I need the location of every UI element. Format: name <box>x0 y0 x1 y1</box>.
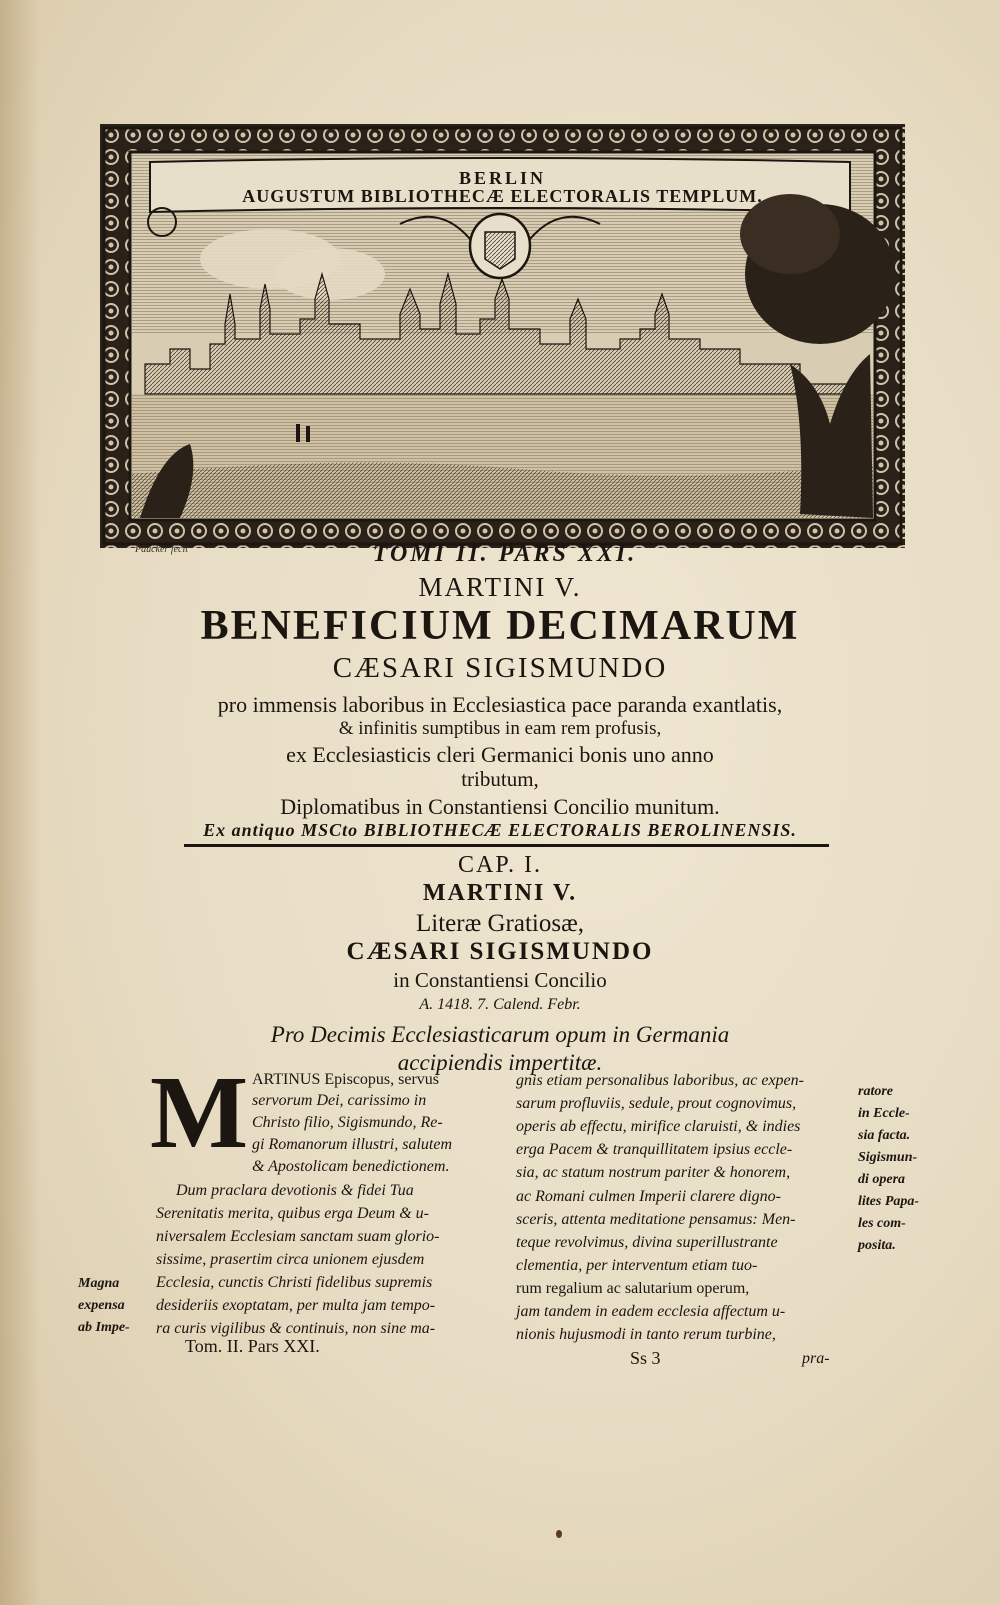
right-column-line: rum regalium ac salutarium operum, <box>516 1280 750 1297</box>
footer-tome-label: Tom. II. Pars XXI. <box>185 1336 320 1356</box>
engraver-signature: Paucker fecit <box>135 544 189 555</box>
right-column-line: sceris, attenta meditatione pensamus: Men- <box>516 1211 796 1228</box>
main-title: BENEFICIUM DECIMARUM <box>200 603 800 649</box>
right-column-line: nionis hujusmodi in tanto rerum turbine, <box>516 1326 776 1343</box>
right-column-line: teque revolvimus, divina superillustrante <box>516 1234 778 1251</box>
left-column-line: Serenitatis merita, quibus erga Deum & u- <box>156 1205 430 1222</box>
left-column-line: & Apostolicam benedictionem. <box>252 1158 450 1175</box>
right-margin-note: Sigismun- <box>858 1150 918 1165</box>
left-column-line: Christo filio, Sigismundo, Re- <box>252 1114 443 1131</box>
chapter-number: CAP. I. <box>457 852 543 878</box>
engraving-title-line2: AUGUSTUM BIBLIOTHECÆ ELECTORALIS TEMPLUM. <box>242 186 763 206</box>
drop-capital: M <box>150 1055 249 1170</box>
section-rule <box>184 844 829 847</box>
left-column-line: Ecclesia, cunctis Christi fidelibus supremis <box>156 1274 433 1291</box>
author-heading: MARTINI V. <box>418 572 582 602</box>
left-column-line: servorum Dei, carissimo in <box>252 1092 427 1109</box>
right-column-line: sarum profluviis, sedule, prout cognovimus, <box>516 1095 797 1112</box>
right-column-line: gnis etiam personalibus laboribus, ac expen- <box>516 1072 804 1089</box>
chapter-author: MARTINI V. <box>422 880 578 906</box>
right-column-line: jam tandem in eadem ecclesia affectum u- <box>516 1303 786 1320</box>
tome-part-heading: TOMI II. PARS XXI. <box>372 541 638 567</box>
engraving-title-line1: BERLIN <box>458 168 547 188</box>
recipient-heading: CÆSARI SIGISMUNDO <box>332 652 668 684</box>
chapter-recipient: CÆSARI SIGISMUNDO <box>346 938 654 965</box>
right-column-line: ac Romani culmen Imperii clarere digno- <box>516 1188 781 1205</box>
right-margin-note: lites Papa- <box>858 1194 920 1209</box>
right-margin-note: sia facta. <box>858 1128 911 1143</box>
left-column-line: desideriis exoptatam, per multa jam tempo- <box>156 1297 436 1314</box>
right-column-line: operis ab effectu, mirifice claruisti, & indies <box>516 1118 801 1135</box>
signature-mark: Ss 3 <box>630 1348 661 1368</box>
right-column-line: sia, ac statum nostrum pariter & honorem, <box>516 1164 791 1181</box>
left-margin-note: ab Impe- <box>78 1320 130 1335</box>
right-margin-note: ratore <box>858 1084 893 1099</box>
subtitle-line-3: ex Ecclesiasticis cleri Germanici bonis uno anno <box>286 742 714 767</box>
source-note: Ex antiquo MSCto BIBLIOTHECÆ ELECTORALIS BEROLINENSIS. <box>203 820 797 840</box>
chapter-summary-line-2: accipiendis impertitæ. <box>397 1050 603 1075</box>
catchword: pra- <box>802 1350 830 1367</box>
left-column-line: niversalem Ecclesiam sanctam suam glorio- <box>156 1228 440 1245</box>
right-margin-note: posita. <box>858 1238 896 1253</box>
left-column-line: gi Romanorum illustri, salutem <box>252 1136 453 1153</box>
right-column-line: erga Pacem & tranquillitatem ipsius eccle- <box>516 1141 793 1158</box>
subtitle-line-2: & infinitis sumptibus in eam rem profusis, <box>338 718 662 739</box>
chapter-council: in Constantiensi Concilio <box>393 968 607 992</box>
berlin-engraving <box>100 124 905 548</box>
chapter-date: A. 1418. 7. Calend. Febr. <box>419 996 581 1013</box>
subtitle-line-5: Diplomatibus in Constantiensi Concilio munitum. <box>280 794 720 819</box>
subtitle-line-4: tributum, <box>461 767 539 791</box>
subtitle-line-1: pro immensis laboribus in Ecclesiastica pace paranda exantlatis, <box>217 692 783 717</box>
right-margin-note: in Eccle- <box>858 1106 910 1121</box>
left-column-line: sissime, prasertim circa unionem ejusdem <box>156 1251 425 1268</box>
left-margin-note: expensa <box>78 1298 125 1313</box>
ink-spot <box>556 1530 562 1538</box>
right-margin-note: les com- <box>858 1216 906 1231</box>
chapter-summary-line-1: Pro Decimis Ecclesiasticarum opum in Germania <box>270 1022 730 1047</box>
right-margin-note: di opera <box>858 1172 906 1187</box>
left-column-line: ARTINUS Episcopus, servus <box>252 1071 440 1088</box>
left-margin-note: Magna <box>78 1276 120 1291</box>
chapter-letter-type: Literæ Gratiosæ, <box>415 910 585 937</box>
left-column-line: ra curis vigilibus & continuis, non sine ma- <box>156 1320 436 1337</box>
left-column-line: Dum praclara devotionis & fidei Tua <box>176 1182 414 1199</box>
right-column-line: clementia, per interventum etiam tuo- <box>516 1257 758 1274</box>
